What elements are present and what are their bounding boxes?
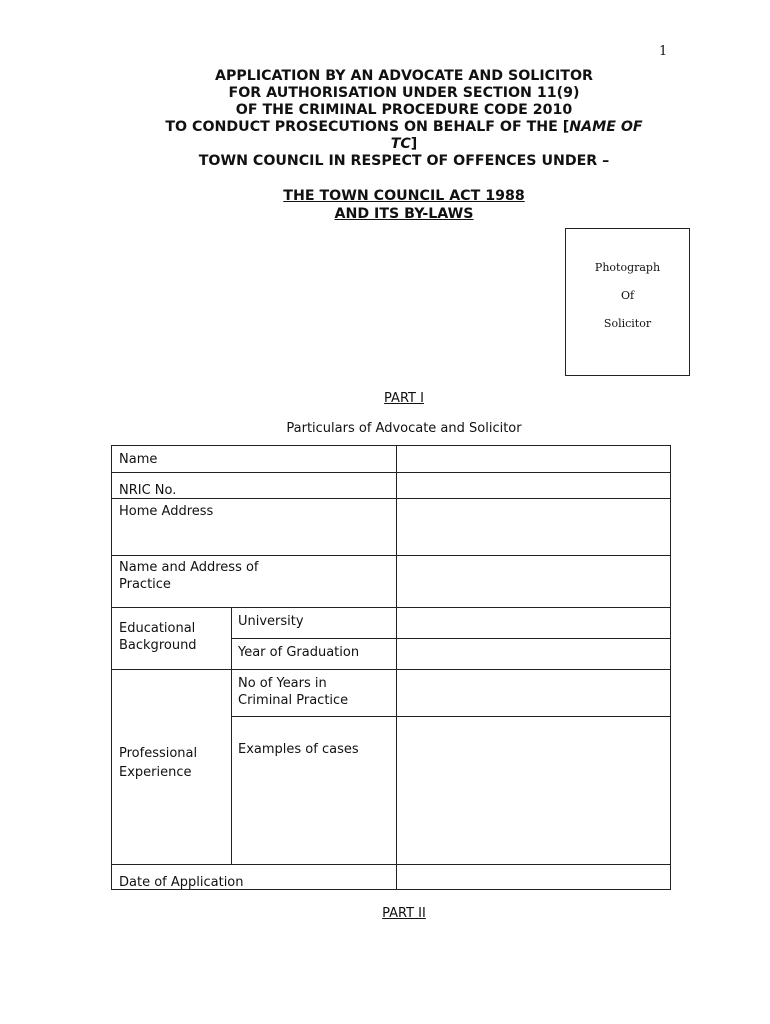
year-of-graduation-label: Year of Graduation [238,645,360,660]
title-line-2: FOR AUTHORISATION UNDER SECTION 11(9) [228,85,580,101]
practice-address-label [119,559,259,593]
university-label: University [238,614,304,629]
particulars-table [111,445,671,890]
photo-label-2: Of [620,289,635,302]
education-line-2: Background [119,638,197,653]
title-line-1: APPLICATION BY AN ADVOCATE AND SOLICITOR [215,68,593,84]
act-line-2: AND ITS BY-LAWS [334,206,474,222]
nric-label: NRIC No. [119,483,177,498]
part-1-subheading: Particulars of Advocate and Solicitor [286,421,522,436]
name-field[interactable] [397,447,669,472]
home-address-field[interactable] [397,499,669,555]
title-tc-placeholder-b: TC [390,136,411,152]
part-1-heading: PART I [384,391,424,406]
practice-address-field[interactable] [397,556,669,607]
nric-field[interactable] [397,473,669,498]
years-practice-field[interactable] [397,670,669,716]
title-line-6: TOWN COUNCIL IN RESPECT OF OFFENCES UNDER – [198,153,610,169]
act-line-1: THE TOWN COUNCIL ACT 1988 [283,188,525,204]
title-line-3: OF THE CRIMINAL PROCEDURE CODE 2010 [235,102,573,118]
educational-background-label [119,620,197,654]
practice-address-line-1: Name and Address of [119,560,259,575]
part-2-heading: PART II [382,906,426,921]
professional-line-1: Professional [119,746,198,761]
title-line-4-text: TO CONDUCT PROSECUTIONS ON BEHALF OF THE [ [165,119,570,135]
date-of-application-field[interactable] [397,865,669,889]
education-line-1: Educational [119,621,196,636]
title-line-5 [140,136,668,153]
act-heading [140,187,668,223]
title-bracket-close: ] [410,136,418,152]
years-practice-label [238,675,348,709]
practice-address-line-2: Practice [119,577,171,592]
professional-experience-label [119,745,197,781]
home-address-label: Home Address [119,504,214,519]
photo-label-1: Photograph [594,261,661,274]
examples-of-cases-field[interactable] [397,717,669,864]
professional-line-2: Experience [119,765,192,780]
document-title [140,68,668,170]
photo-label-3: Solicitor [603,317,652,330]
column-divider [231,607,232,864]
years-practice-line-1: No of Years in [238,676,327,691]
page-number: 1 [659,44,668,59]
name-label: Name [119,452,158,467]
examples-of-cases-label: Examples of cases [238,742,359,757]
date-of-application-label: Date of Application [119,875,244,890]
years-practice-line-2: Criminal Practice [238,693,349,708]
university-field[interactable] [397,608,669,638]
title-tc-placeholder-a: NAME OF [569,119,643,135]
title-line-4 [140,119,668,136]
photograph-box [565,228,690,376]
year-of-graduation-field[interactable] [397,639,669,669]
